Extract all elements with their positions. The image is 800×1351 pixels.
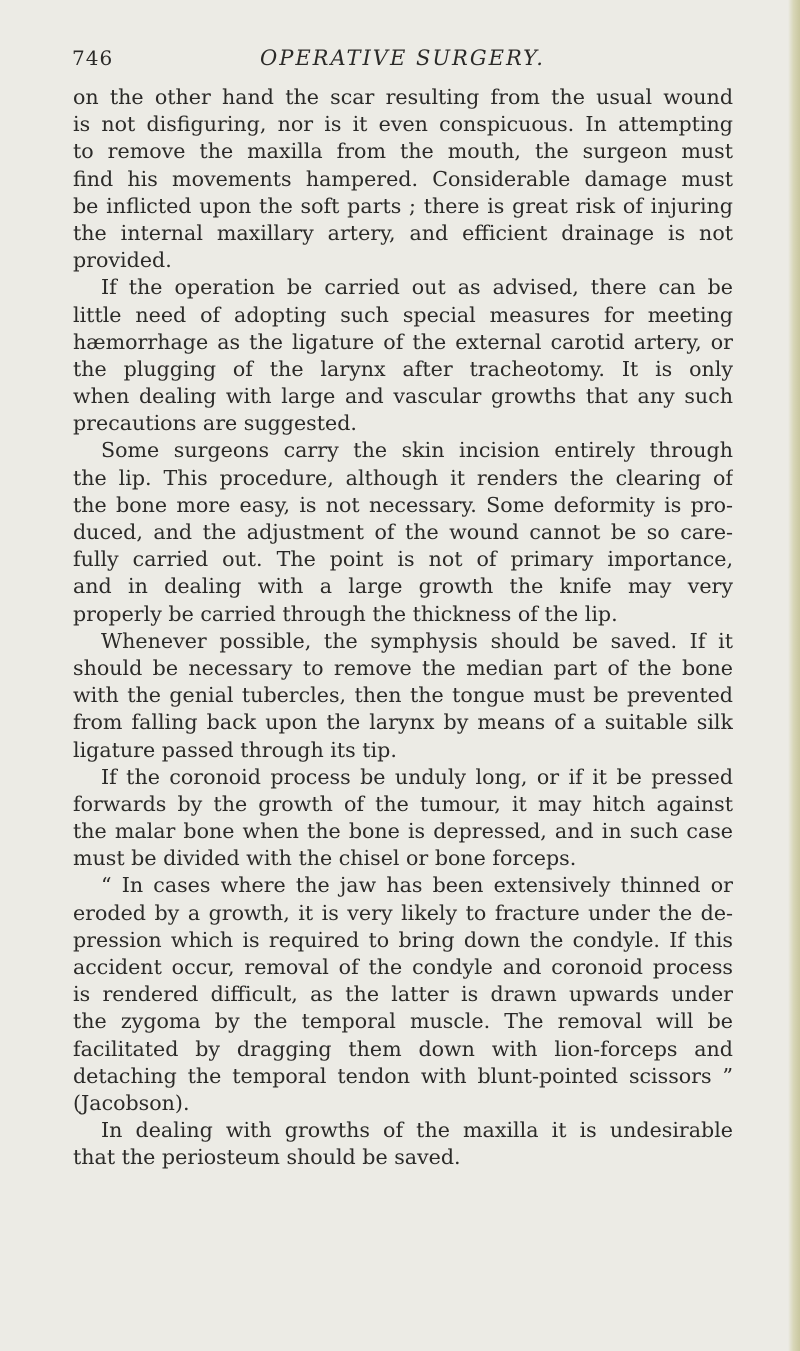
text-line: duced, and the adjustment of the wound cannot be so care-: [73, 520, 733, 544]
text-line: properly be carried through the thickness of the lip.: [73, 601, 618, 626]
text-line: facilitated by dragging them down with lion-forceps and: [73, 1036, 733, 1061]
text-line: that the periosteum should be saved.: [73, 1145, 461, 1170]
paragraph-start-line: Some surgeons carry the skin incision entirely through: [101, 438, 733, 463]
paragraph-start-line: If the coronoid process be unduly long, or if it be pressed: [101, 764, 733, 789]
text-line: hæmorrhage as the ligature of the external carotid artery, or: [73, 329, 733, 354]
text-line: the plugging of the larynx after tracheotomy. It is only: [73, 356, 733, 381]
text-line: provided.: [73, 248, 172, 273]
text-line: is not disfiguring, nor is it even conspicuous. In attempting: [73, 112, 733, 137]
running-title: OPERATIVE SURGERY.: [260, 46, 545, 70]
text-line: to remove the maxilla from the mouth, the surgeon must: [73, 139, 733, 164]
text-line: (Jacobson).: [73, 1090, 190, 1115]
text-line: from falling back upon the larynx by means of a suitable silk: [73, 710, 733, 735]
text-line: forwards by the growth of the tumour, it may hitch against: [73, 791, 733, 816]
text-line: is rendered difficult, as the latter is drawn upwards under: [73, 982, 733, 1007]
text-line: when dealing with large and vascular growths that any such: [73, 384, 733, 409]
text-line: ligature passed through its tip.: [73, 737, 397, 762]
text-line: the malar bone when the bone is depressed, and in such case: [73, 819, 733, 844]
page-header: [72, 46, 732, 86]
page-number: 746: [72, 46, 114, 70]
text-line: little need of adopting such special measures for meeting: [73, 302, 733, 327]
text-line: the internal maxillary artery, and efficient drainage is not: [73, 220, 733, 245]
text-line: must be divided with the chisel or bone forceps.: [73, 846, 577, 871]
text-line: fully carried out. The point is not of primary importance,: [73, 547, 733, 572]
text-line: the lip. This procedure, although it renders the clearing of: [73, 465, 733, 490]
text-line: the bone more easy, is not necessary. Some deformity is pro-: [73, 492, 733, 517]
page-edge-shadow: [788, 0, 800, 1351]
paragraph-start-line: If the operation be carried out as advised, there can be: [101, 275, 733, 300]
text-line: and in dealing with a large growth the knife may very: [73, 574, 733, 599]
text-line: find his movements hampered. Considerable damage must: [73, 166, 733, 191]
text-line: be inflicted upon the soft parts ; there is great risk of injuring: [73, 193, 733, 218]
text-line: with the genial tubercles, then the tongue must be prevented: [73, 683, 733, 708]
text-line: pression which is required to bring down the condyle. If this: [73, 927, 733, 952]
text-line: the zygoma by the temporal muscle. The removal will be: [73, 1009, 733, 1034]
text-line: accident occur, removal of the condyle and coronoid process: [73, 955, 733, 979]
text-line: precautions are suggested.: [73, 411, 357, 436]
text-line: eroded by a growth, it is very likely to fracture under the de-: [73, 900, 733, 925]
body-text: [73, 84, 733, 1172]
text-line: should be necessary to remove the median part of the bone: [73, 655, 733, 680]
paragraph-start-line: Whenever possible, the symphysis should be saved. If it: [101, 628, 733, 653]
paragraph-start-line: “ In cases where the jaw has been extensively thinned or: [101, 873, 733, 898]
paragraph-start-line: In dealing with growths of the maxilla it is undesirable: [101, 1118, 733, 1143]
text-line: detaching the temporal tendon with blunt-pointed scissors ”: [73, 1063, 733, 1088]
text-line: on the other hand the scar resulting from the usual wound: [73, 85, 733, 109]
